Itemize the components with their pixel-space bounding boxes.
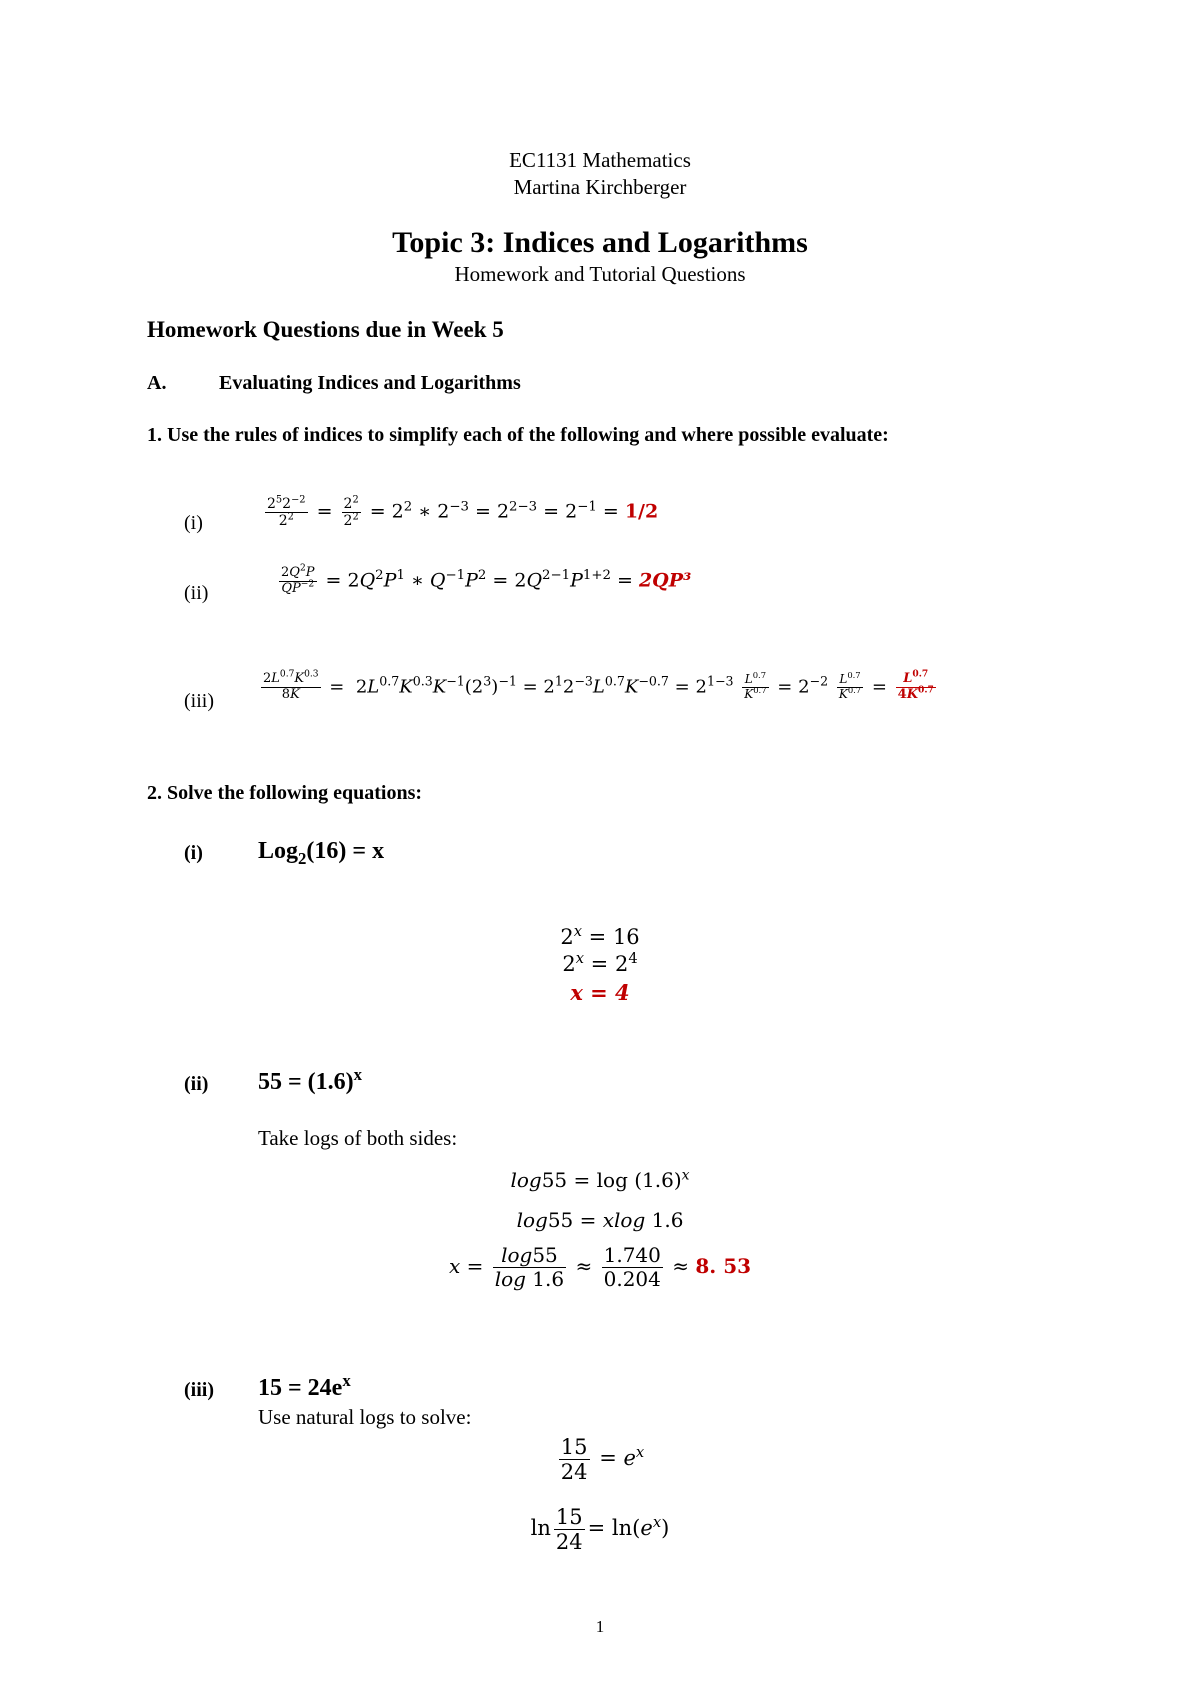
q1-iii-answer: $\frac{L^{0.7}}{4K^{0.7}}$ <box>897 668 934 702</box>
q1-i-label: (i) <box>184 512 203 534</box>
q2-i-step-2: $2^x = 2^4$ <box>562 950 638 976</box>
q2-ii-step-3: x = $\frac{\log 55}{\log 1.6}$ ≈ $\frac{1.740}{0.204}$ ≈ 8. 53 <box>448 1243 752 1291</box>
page-number: 1 <box>595 1617 605 1636</box>
part-a-title: Evaluating Indices and Logarithms <box>219 372 521 394</box>
q2-iii-step-2: ln $\frac{15}{24}$ = $\ln(e^x)$ <box>530 1505 670 1555</box>
q2-ii-note: Take logs of both sides: <box>258 1126 458 1150</box>
course-name: EC1131 Mathematics <box>509 148 691 172</box>
q2-i-answer: x = 4 <box>570 980 630 1005</box>
q2-ii-step-1: $\log 55 = \log (1.6)^x$ <box>510 1167 690 1192</box>
page-subtitle: Homework and Tutorial Questions <box>454 262 746 286</box>
q2-i-equation: Log$_2$(16) = x <box>258 838 385 868</box>
q1-iii-label: (iii) <box>184 690 214 712</box>
q1-ii-answer: 2QP³ <box>638 569 692 592</box>
q2-i-step-1: $2^x = 16$ <box>560 923 640 949</box>
q2-iii-label: (iii) <box>184 1379 214 1401</box>
q2-ii-step-2: log55 = xlog 1.6 <box>516 1208 684 1232</box>
q2-iii-step-1: $\frac{15}{24}$ = $e^x$ <box>560 1435 645 1485</box>
q1-i-answer: 1/2 <box>624 500 659 523</box>
q2-ii-denominator: 0.204 <box>603 1267 661 1291</box>
q2-ii-label: (ii) <box>184 1073 209 1095</box>
q2-iii-numerator: 15 <box>560 1435 588 1459</box>
q2-ii-equation: $55 = (1.6)^x$ <box>258 1065 363 1095</box>
q2-iii-note: Use natural logs to solve: <box>258 1405 472 1429</box>
q2-iii-equation: $15 = 24e^x$ <box>258 1371 351 1401</box>
page-title: Topic 3: Indices and Logarithms <box>392 226 808 259</box>
q2-iii-denominator: 24 <box>560 1460 588 1485</box>
part-a-letter: A. <box>147 372 167 394</box>
q2-ii-answer: 8. 53 <box>695 1254 752 1278</box>
q1-iii-equation: $\frac{2L^{0.7}K^{0.3}}{8K}$ = $2L^{0.7}K^{0.3}K^{-1}(2^3)^{-1} = 2^12^{-3}L^{0.7}K^{-0.7} = 2^{1-3}$ $\frac{L^{0.7}}{K^{0.7}}$ = $2^{-2}$ $\frac{L^{0.7}}{K^{0.7}}$ = $\frac{L^{0.7}}{4K^{0.7}}$ <box>263 668 934 702</box>
section-heading: Homework Questions due in Week 5 <box>147 317 504 342</box>
author-name: Martina Kirchberger <box>513 175 687 199</box>
q1-i-equation: $\frac{2^52^{-2}}{2^2}$ = $\frac{2^2}{2^2}$ = $2^2$ ∗ $2^{-3} = 2^{2-3} = 2^{-1} = 1/2$ <box>267 494 659 530</box>
q1-ii-label: (ii) <box>184 582 209 604</box>
q2-i-label: (i) <box>184 842 203 864</box>
question-1-text: 1. Use the rules of indices to simplify each of the following and where possible evaluate: <box>147 424 889 446</box>
q1-ii-equation: $\frac{2Q^2P}{QP^{-2}}$ = $2Q^2P^1$ ∗ $Q^{-1}P^2 = 2Q^{2-1}P^{1+2} = 2QP^3$ <box>281 563 692 596</box>
question-2-text: 2. Solve the following equations: <box>147 782 423 804</box>
q2-ii-numerator: 1.740 <box>603 1243 661 1267</box>
